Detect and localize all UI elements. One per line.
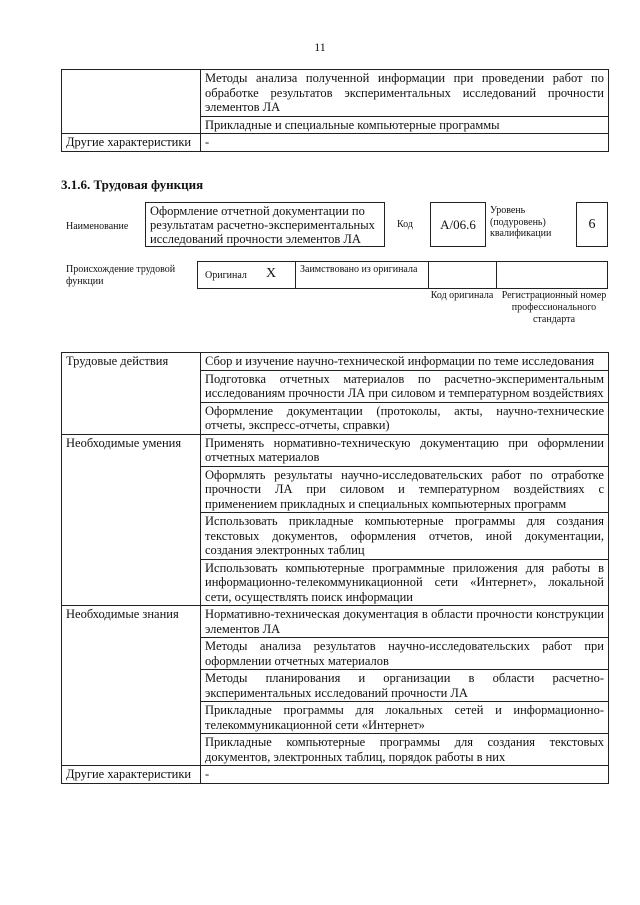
row-text: Методы анализа результатов научно-исследовательских работ при оформлении отчетных материалов [201,638,609,670]
origin-label: Происхождение трудовой функции [66,264,176,287]
row-text: Прикладные компьютерные программы для создания текстовых документов, электронных таблиц, порядок работы в них [201,734,609,766]
group-label: Необходимые умения [62,434,201,606]
group-label: Необходимые знания [62,606,201,766]
table-row [62,353,609,371]
row-text: Методы планирования и организации в области расчетно-экспериментальных исследований прочности ЛА [201,670,609,702]
original-mark: Х [266,266,277,281]
row-text: Методы анализа полученной информации при проведении работ по обработке результатов экспериментальных исследований прочности элементов ЛА [201,70,609,117]
row-text: - [201,134,609,152]
row-text: Оформление документации (протоколы, акты, научно-технические отчеты, экспресс-отчеты, справки) [201,402,609,434]
function-name: Оформление отчетной документации по результатам расчетно-экспериментальных исследований прочности элементов ЛА [145,202,385,247]
level-label: Уровень (подуровень) квалификации [490,205,552,239]
group-label: Другие характеристики [62,766,201,784]
group-label: Трудовые действия [62,353,201,435]
table-row [62,434,609,466]
origin-divider [428,261,429,289]
main-table [61,352,609,784]
name-label: Наименование [66,221,129,232]
row-text: Оформлять результаты научно-исследовательских работ по отработке прочности ЛА при силовом и температурном воздействиях с применением прикладных и специальных компьютерных программ [201,466,609,513]
code-caption: Код оригинала [430,290,494,301]
row-text: Использовать компьютерные программные приложения для работы в информационно-телекоммуникационной сети «Интернет», локальной сети, осуществлять поиск информации [201,559,609,606]
original-label: Оригинал [205,270,247,281]
row-label [62,70,201,134]
qualification-level: 6 [576,202,608,247]
row-text: Сбор и изучение научно-технической информации по теме исследования [201,353,609,371]
table-row [62,606,609,638]
table-row [62,134,609,152]
borrowed-label: Заимствовано из оригинала [300,264,418,275]
row-text: Использовать прикладные компьютерные программы для создания текстовых документов, оформления отчетов, иной документации, создания электронных таблиц [201,513,609,560]
row-text: Применять нормативно-техническую документацию при оформлении отчетных материалов [201,434,609,466]
section-title: 3.1.6. Трудовая функция [61,177,204,192]
origin-divider [295,261,296,289]
reg-caption: Регистрационный номер профессионального стандарта [501,290,607,325]
origin-divider [496,261,497,289]
function-code: А/06.6 [430,202,486,247]
top-table [61,69,609,152]
row-text: Нормативно-техническая документация в области прочности конструкции элементов ЛА [201,606,609,638]
table-row [62,766,609,784]
row-text: Прикладные программы для локальных сетей и информационно-телекоммуникационной сети «Интернет» [201,702,609,734]
row-text: Прикладные и специальные компьютерные программы [201,116,609,134]
page-number: 11 [314,40,326,54]
code-label: Код [397,219,413,230]
row-text: Подготовка отчетных материалов по расчетно-экспериментальным исследованиям прочности ЛА при силовом и температурном воздействиях [201,370,609,402]
row-text: - [201,766,609,784]
table-row [62,70,609,117]
row-label: Другие характеристики [62,134,201,152]
